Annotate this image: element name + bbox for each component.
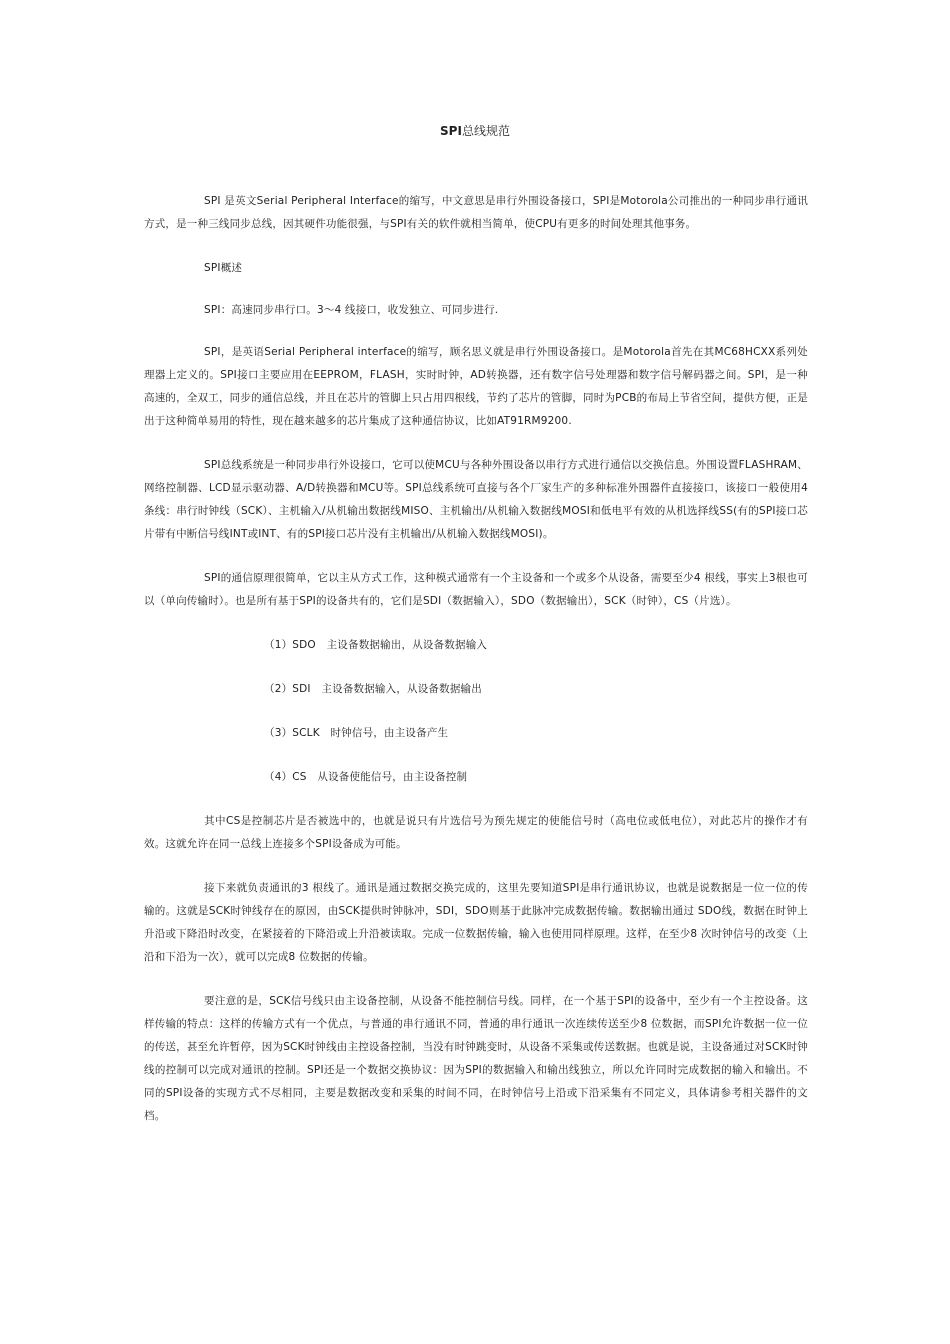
- document-title: [0, 122, 950, 140]
- paragraph-three-lines: 接下来就负责通讯的3 根线了。通讯是通过数据交换完成的，这里先要知道SPI是串行通讯协议，也就是说数据是一位一位的传输的。这就是SCK时钟线存在的原因，由SCK提供时钟脉冲，SDI，SDO则基于此脉冲完成数据传输。数据输出通过 SDO线，数据在时钟上升沿或下降沿时改变，在紧接着的下降沿或上升沿被读取。完成一位数据传输，输入也使用同样原理。这样，在至少8 次时钟信号的改变（上沿和下沿为一次），就可以完成8 位数据的传输。: [144, 882, 808, 963]
- list-term: （2）SDI: [264, 683, 311, 695]
- list-desc: 时钟信号，由主设备产生: [330, 727, 449, 739]
- list-term: （1）SDO: [264, 639, 316, 651]
- paragraph-summary: SPI：高速同步串行口。3～4 线接口，收发独立、可同步进行.: [204, 304, 499, 316]
- list-item-sdi: [144, 678, 808, 701]
- paragraph-definition: SPI，是英语Serial Peripheral interface的缩写，顾名思义就是串行外围设备接口。是Motorola首先在其MC68HCXX系列处理器上定义的。SPI接口主要应用在EEPROM，FLASH，实时时钟，AD转换器，还有数字信号处理器和数字信号解码器之间。SPI，是一种高速的，全双工，同步的通信总线，并且在芯片的管脚上只占用四根线，节约了芯片的管脚，同时为PCB的布局上节省空间，提供方便，正是出于这种简单易用的特性，现在越来越多的芯片集成了这种通信协议，比如AT91RM9200.: [144, 346, 808, 427]
- list-term: （3）SCLK: [264, 727, 320, 739]
- list-desc: 从设备使能信号，由主设备控制: [317, 771, 468, 783]
- paragraph-notes: 要注意的是，SCK信号线只由主设备控制，从设备不能控制信号线。同样，在一个基于SPI的设备中，至少有一个主控设备。这样传输的特点：这样的传输方式有一个优点，与普通的串行通讯不同，普通的串行通讯一次连续传送至少8 位数据，而SPI允许数据一位一位的传送，甚至允许暂停，因为SCK时钟线由主控设备控制，当没有时钟跳变时，从设备不采集或传送数据。也就是说，主设备通过对SCK时钟线的控制可以完成对通讯的控制。SPI还是一个数据交换协议：因为SPI的数据输入和输出线独立，所以允许同时完成数据的输入和输出。不同的SPI设备的实现方式不尽相同，主要是数据改变和采集的时间不同，在时钟信号上沿或下沿采集有不同定义，具体请参考相关器件的文档。: [144, 995, 808, 1122]
- paragraph-bus-system: SPI总线系统是一种同步串行外设接口，它可以使MCU与各种外围设备以串行方式进行通信以交换信息。外围设置FLASHRAM、网络控制器、LCD显示驱动器、A/D转换器和MCU等。SPI总线系统可直接与各个厂家生产的多种标准外围器件直接接口，该接口一般使用4 条线：串行时钟线（SCK）、主机输入/从机输出数据线MISO、主机输出/从机输入数据线MOSI和低电平有效的从机选择线SS(有的SPI接口芯片带有中断信号线INT或INT、有的SPI接口芯片没有主机输出/从机输入数据线MOSI)。: [144, 459, 808, 540]
- paragraph-principle: SPI的通信原理很简单，它以主从方式工作，这种模式通常有一个主设备和一个或多个从设备，需要至少4 根线，事实上3根也可以（单向传输时）。也是所有基于SPI的设备共有的，它们是SDI（数据输入），SDO（数据输出），SCK（时钟），CS（片选）。: [144, 572, 808, 607]
- list-term: （4）CS: [264, 771, 307, 783]
- section-heading-overview: SPI概述: [204, 262, 243, 274]
- title-bold: SPI: [440, 124, 462, 138]
- title-rest: 总线规范: [461, 124, 510, 138]
- list-item-sclk: [144, 722, 808, 745]
- document-body: [144, 190, 808, 1149]
- list-desc: 主设备数据输入，从设备数据输出: [321, 683, 482, 695]
- paragraph-chip-select: 其中CS是控制芯片是否被选中的，也就是说只有片选信号为预先规定的使能信号时（高电位或低电位），对此芯片的操作才有效。这就允许在同一总线上连接多个SPI设备成为可能。: [144, 815, 808, 850]
- list-desc: 主设备数据输出，从设备数据输入: [326, 639, 488, 651]
- paragraph-intro: SPI 是英文Serial Peripheral Interface的缩写，中文意思是串行外围设备接口，SPI是Motorola公司推出的一种同步串行通讯方式，是一种三线同步总线，因其硬件功能很强，与SPI有关的软件就相当简单，使CPU有更多的时间处理其他事务。: [144, 195, 808, 230]
- list-item-cs: [144, 766, 808, 789]
- list-item-sdo: [144, 634, 808, 657]
